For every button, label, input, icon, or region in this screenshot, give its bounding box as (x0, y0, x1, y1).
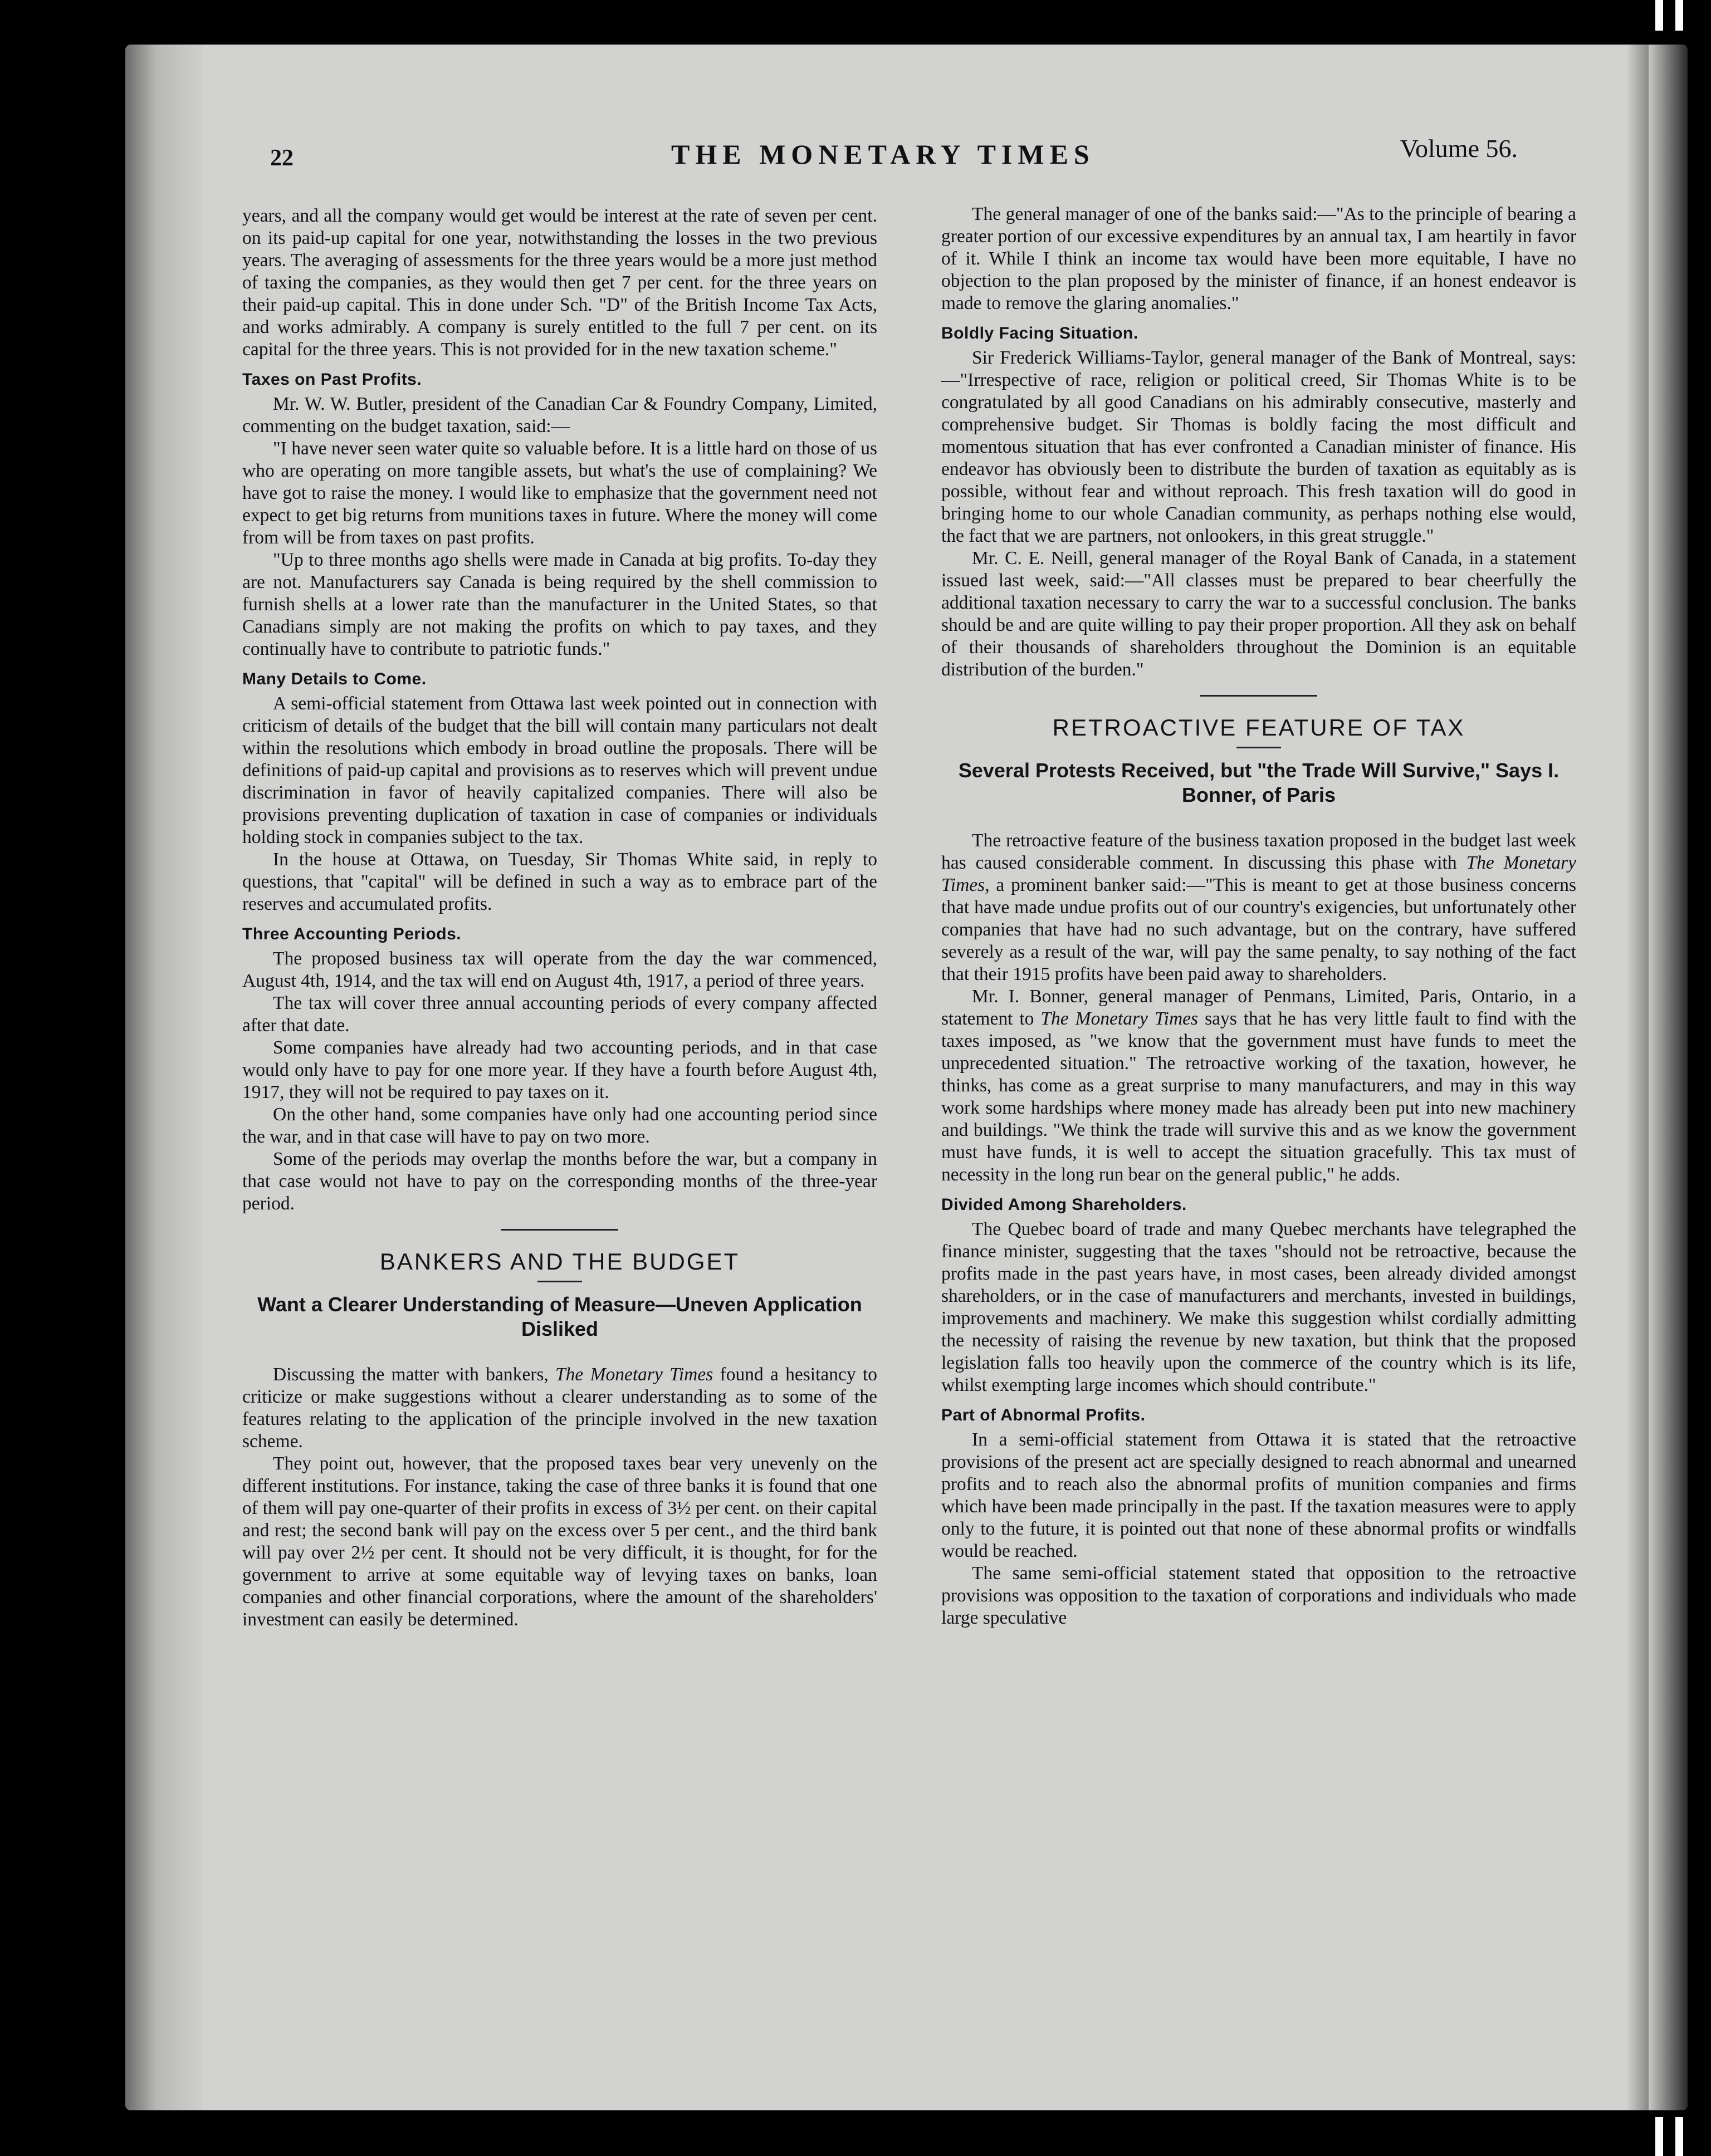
publication-name: The Monetary Times (1040, 1008, 1199, 1029)
publication-name: The Monetary Times (555, 1364, 713, 1385)
paragraph: Some companies have already had two accounting periods, and in that case would only have to pay for one more year. If they have a fourth before August 4th, 1917, they will not be required to pay taxes on it. (242, 1037, 877, 1102)
section-heading: Divided Among Shareholders. (941, 1195, 1187, 1214)
paragraph: Mr. C. E. Neill, general manager of the Royal Bank of Canada, in a statement issued last week, said:—"All classes must be prepared to bear cheerfully the additional taxation necessary to carry the war to a successful conclusion. The banks should be and are quite willing to pay their proper proportion. All they ask on behalf of their thousands of shareholders throughout the Dominion is an equitable distribution of the burden." (941, 548, 1576, 680)
paragraph: The Quebec board of trade and many Quebec merchants have telegraphed the finance minister, suggesting that the taxes "should not be retroactive, because the profits made in the past years have, in most cases, been already divided amongst shareholders, or in the case of manufacturers and merchants, invested in buildings, improvements and machinery. We make this suggestion whilst cordially admitting the necessity of raising the revenue by new taxation, but think that the proposed legislation falls too heavily upon the commerce of the country which is its life, whilst exempting large incomes which should contribute." (941, 1219, 1576, 1395)
paragraph: They point out, however, that the proposed taxes bear very unevenly on the different institutions. For instance, taking the case of three banks it is found that one of them will pay one-quarter of their profits in excess of 3½ per cent. on their capital and rest; the second bank will pay on the excess over 5 per cent., and the third bank will pay over 2½ per cent. It should not be very difficult, it is thought, for for the government to arrive at some equitable way of levying taxes on banks, loan companies and other financial corporations, where the amount of the shareholders' investment can easily be determined. (242, 1453, 877, 1630)
article-subtitle: Several Protests Received, but "the Trade Will Survive," Says I. Bonner, of Paris (958, 759, 1560, 806)
binding-shadow (1626, 45, 1649, 2110)
paragraph: Mr. W. W. Butler, president of the Canadian Car & Foundry Company, Limited, commenting on the budget taxation, said:— (242, 394, 877, 437)
paragraph: A semi-official statement from Ottawa last week pointed out in connection with criticism of details of the budget that the bill will contain many particulars not dealt within the resolutions which embody in broad outline the proposals. There will be definitions of paid-up capital and provisions as to reserves which will prevent undue discrimination in favor of heavily capitalized companies. There will also be provisions preventing duplication of taxation in case of companies or individuals holding stock in companies subject to the tax. (242, 693, 877, 847)
paragraph: The retroactive feature of the business taxation proposed in the budget last week has caused considerable comment. In discussing this phase with The Monetary Times, a prominent banker said:—"This is meant to get at those business concerns that have made undue profits out of our country's exigencies, but unfortunately other companies that have had no such advantage, but on the contrary, have suffered severely as a result of the war, will pay the same penalty, to say nothing of the fact that their 1915 profits have been paid away to shareholders. (941, 830, 1576, 984)
paragraph: Some of the periods may overlap the months before the war, but a company in that case would not have to pay on the corresponding months of the three-year period. (242, 1149, 877, 1214)
paragraph: "I have never seen water quite so valuable before. It is a little hard on those of us who are operating on more tangible assets, but what's the use of complaining? We have got to raise the money. I would like to emphasize that the government need not expect to get big returns from munitions taxes in future. Where the money will come from will be from taxes on past profits. (242, 438, 877, 548)
paragraph: The general manager of one of the banks said:—"As to the principle of bearing a greater portion of our excessive expenditures by an annual tax, I am heartily in favor of it. While I think an income tax would have been more equitable, I have no objection to the plan proposed by the minister of finance, if an honest endeavor is made to remove the glaring anomalies." (941, 204, 1576, 313)
paragraph: Sir Frederick Williams-Taylor, general manager of the Bank of Montreal, says:—"Irrespective of race, religion or political creed, Sir Thomas White is to be congratulated by all good Canadians on his admirably consecutive, masterly and comprehensive budget. Sir Thomas is boldly facing the most difficult and momentous situation that has ever confronted a Canadian minister of finance. His endeavor has obviously been to distribute the burden of taxation as equitably as is possible, without fear and without reproach. This fresh taxation will do good in bringing home to our whole Canadian community, as perhaps nothing else would, the fact that we are partners, not onlookers, in this great struggle." (941, 347, 1576, 546)
section-heading: Many Details to Come. (242, 670, 427, 688)
section-heading: Taxes on Past Profits. (242, 370, 422, 389)
publication-name: The Monetary Times (941, 852, 1576, 895)
section-divider (501, 1229, 618, 1231)
article-subtitle: Want a Clearer Understanding of Measure—Uneven Application Disliked (257, 1293, 862, 1340)
page-gutter-edge (1649, 45, 1688, 2110)
paragraph: The tax will cover three annual accounting periods of every company affected after that date. (242, 993, 877, 1036)
paragraph: Discussing the matter with bankers, The Monetary Times found a hesitancy to criticize or make suggestions without a clearer understanding as to some of the features relating to the application of the principle involved in the new taxation scheme. (242, 1364, 877, 1452)
page-number: 22 (270, 145, 294, 171)
title-rule (537, 1281, 582, 1282)
masthead-title: THE MONETARY TIMES (671, 139, 1095, 170)
paragraph: "Up to three months ago shells were made in Canada at big profits. To-day they are not. Manufacturers say Canada is being required by the shell commission to furnish shells at a lower rate than the manufacturer in the United States, so that Canadians simply are not making the profits on which to pay taxes, and they continually have to contribute to patriotic funds." (242, 550, 877, 659)
paragraph: In the house at Ottawa, on Tuesday, Sir Thomas White said, in reply to questions, that "capital" will be defined in such a way as to embrace part of the reserves and accumulated profits. (242, 849, 877, 914)
paragraph: The same semi-official statement stated that opposition to the retroactive provisions was opposition to the taxation of corporations and individuals who made large speculative (941, 1563, 1576, 1628)
section-divider (1200, 695, 1317, 697)
page-header (270, 134, 1518, 178)
paragraph: On the other hand, some companies have only had one accounting period since the war, and in that case will have to pay on two more. (242, 1104, 877, 1147)
paragraph: Mr. I. Bonner, general manager of Penmans, Limited, Paris, Ontario, in a statement to The Monetary Times says that he has very little fault to find with the taxes imposed, as "we know that the government must have funds to meet the unprecedented situation." The retroactive working of the taxation, however, he thinks, has come as a great surprise to many manufacturers, and may in this way work some hardships where money made has already been put into new machinery and buildings. "We think the trade will survive this and as we know the government must have funds, it is well to accept the situation gracefully. This tax must of necessity in the long run bear on the general public," he adds. (941, 986, 1576, 1185)
article-title: BANKERS AND THE BUDGET (379, 1248, 740, 1275)
page-stack-edge (125, 45, 203, 2110)
article-title: RETROACTIVE FEATURE OF TAX (1052, 714, 1465, 741)
title-rule (1236, 747, 1281, 748)
film-edge-marks (1655, 2117, 1689, 2156)
section-heading: Part of Abnormal Profits. (941, 1406, 1146, 1424)
paragraph: years, and all the company would get would be interest at the rate of seven per cent. on its paid-up capital for one year, notwithstanding the losses in the two previous years. The averaging of assessments for the three years would be a more just method of taxing the companies, as they would then get 7 per cent. for the three years on their paid-up capital. This in done under Sch. "D" of the British Income Tax Acts, and works admirably. A company is surely entitled to the full 7 per cent. on its capital for the three years. This is not provided for in the new taxation scheme." (242, 205, 877, 360)
paragraph: The proposed business tax will operate from the day the war commenced, August 4th, 1914, and the tax will end on August 4th, 1917, a period of three years. (242, 948, 877, 991)
volume-label: Volume 56. (1400, 134, 1518, 163)
film-edge-marks (1655, 0, 1689, 31)
paragraph: In a semi-official statement from Ottawa it is stated that the retroactive provisions of the present act are specially designed to reach abnormal and unearned profits and to reach also the abnormal profits of munition companies and firms which have been made principally in the past. If the taxation measures were to apply only to the future, it is pointed out that none of these abnormal profits or windfalls would be reached. (941, 1429, 1576, 1561)
section-heading: Three Accounting Periods. (242, 925, 462, 943)
section-heading: Boldly Facing Situation. (941, 324, 1138, 342)
left-column (242, 205, 877, 1631)
right-column (941, 203, 1576, 1629)
